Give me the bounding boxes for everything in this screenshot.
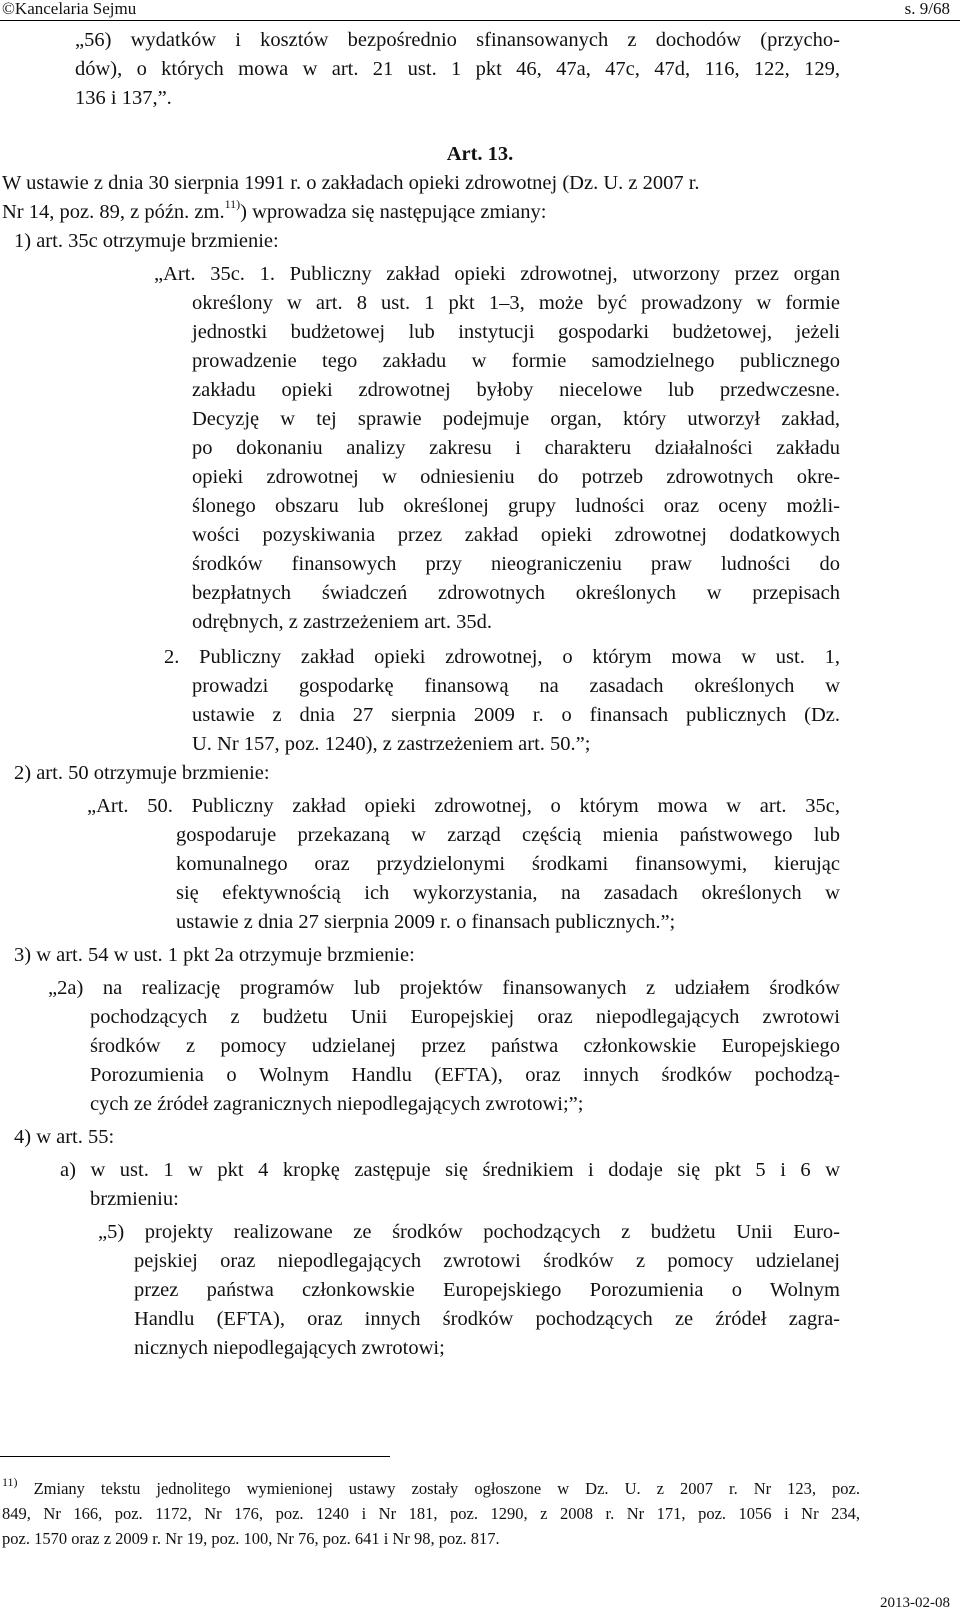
page-header — [0, 0, 960, 18]
pkt2a-line: cych ze źródeł zagranicznych niepodlegających zwrotowi;”; — [90, 1093, 584, 1115]
article-13-title: Art. 13. — [446, 143, 514, 165]
art35c-par2-line: 2. Publiczny zakład opieki zdrowotnej, o którym mowa w ust. 1, — [164, 646, 840, 668]
art35c-line: zakładu opieki zdrowotnej byłoby niecelowe lub przedwczesne. — [192, 379, 840, 401]
footnote-line: poz. 1570 oraz z 2009 r. Nr 19, poz. 100, Nr 76, poz. 641 i Nr 98, poz. 817. — [2, 1529, 500, 1548]
pkt5-line: pejskiej oraz niepodlegających zwrotowi środków z pomocy udzielanej — [134, 1250, 840, 1272]
item56-line: „56) wydatków i kosztów bezpośrednio sfinansowanych z dochodów (przycho- — [75, 29, 840, 51]
art35c-line: ślonego obszaru lub określonej grupy ludności oraz oceny możli- — [192, 495, 840, 517]
art50-line: „Art. 50. Publiczny zakład opieki zdrowotnej, o którym mowa w art. 35c, — [87, 795, 840, 817]
art35c-line: Decyzję w tej sprawie podejmuje organ, który utworzył zakład, — [192, 408, 840, 430]
point-2: 2) art. 50 otrzymuje brzmienie: — [14, 762, 270, 784]
pkt5-line: „5) projekty realizowane ze środków pochodzących z budżetu Unii Euro- — [98, 1221, 840, 1243]
header-divider — [0, 20, 960, 21]
header-copyright: ©Kancelaria Sejmu — [2, 0, 137, 18]
art50-line: ustawie z dnia 27 sierpnia 2009 r. o finansach publicznych.”; — [176, 911, 676, 933]
footnote-number: 11) — [2, 1475, 18, 1489]
point-3: 3) w art. 54 w ust. 1 pkt 2a otrzymuje brzmienie: — [14, 944, 415, 966]
art35c-line: prowadzenie tego zakładu w formie samodzielnego publicznego — [192, 350, 840, 372]
art50-line: się efektywnością ich wykorzystania, na zasadach określonych w — [176, 882, 840, 904]
point-4: 4) w art. 55: — [14, 1126, 115, 1148]
art50-line: komunalnego oraz przydzielonymi środkami finansowymi, kierując — [176, 853, 840, 875]
art35c-line: odrębnych, z zastrzeżeniem art. 35d. — [192, 611, 492, 633]
pkt5-line: nicznych niepodlegających zwrotowi; — [134, 1337, 445, 1359]
art35c-par2-line: U. Nr 157, poz. 1240), z zastrzeżeniem art. 50.”; — [192, 733, 591, 755]
art35c-line: środków finansowych przy nieograniczeniu praw ludności do — [192, 553, 840, 575]
footnote — [2, 1476, 860, 1551]
art35c-line: bezpłatnych świadczeń zdrowotnych określonych w przepisach — [192, 582, 840, 604]
art35c-line: „Art. 35c. 1. Publiczny zakład opieki zdrowotnej, utworzony przez organ — [154, 263, 840, 285]
pkt2a-line: pochodzących z budżetu Unii Europejskiej oraz niepodlegających zwrotowi — [90, 1006, 840, 1028]
art35c-line: po dokonaniu analizy zakresu i charakteru działalności zakładu — [192, 437, 840, 459]
art13-intro-line: Nr 14, poz. 89, z późn. zm.$^{11)}$) wprowadza się następujące zmiany: — [2, 197, 547, 223]
header-page-number: s. 9/68 — [904, 0, 950, 18]
art13-intro-line: W ustawie z dnia 30 sierpnia 1991 r. o zakładach opieki zdrowotnej (Dz. U. z 2007 r. — [2, 172, 700, 194]
pkt2a-line: Porozumienia o Wolnym Handlu (EFTA), oraz innych środków pochodzą- — [90, 1064, 840, 1086]
footnote-line: 849, Nr 166, poz. 1172, Nr 176, poz. 1240 i Nr 181, poz. 1290, z 2008 r. Nr 171, poz. 1056 i Nr 234, — [2, 1504, 860, 1523]
footnote-ref: 11) — [224, 197, 241, 211]
pkt5-line: Handlu (EFTA), oraz innych środków pochodzących ze źródeł zagra- — [134, 1308, 840, 1330]
pkt2a-line: środków z pomocy udzielanej przez państwa członkowskie Europejskiego — [90, 1035, 840, 1057]
art50-line: gospodaruje przekazaną w zarząd częścią mienia państwowego lub — [176, 824, 840, 846]
art35c-par2-line: prowadzi gospodarkę finansową na zasadach określonych w — [192, 675, 840, 697]
sub-a-line: a) w ust. 1 w pkt 4 kropkę zastępuje się średnikiem i dodaje się pkt 5 i 6 w — [60, 1159, 840, 1181]
sub-a-line: brzmieniu: — [90, 1188, 179, 1210]
item56-line: dów), o których mowa w art. 21 ust. 1 pkt 46, 47a, 47c, 47d, 116, 122, 129, — [75, 58, 840, 80]
art35c-line: opieki zdrowotnej w odniesieniu do potrzeb zdrowotnych okre- — [192, 466, 840, 488]
art35c-par2-line: ustawie z dnia 27 sierpnia 2009 r. o finansach publicznych (Dz. — [192, 704, 840, 726]
document-date: 2013-02-08 — [880, 1595, 950, 1611]
pkt2a-line: „2a) na realizację programów lub projektów finansowanych z udziałem środków — [48, 977, 840, 999]
item56-line: 136 i 137,”. — [75, 87, 172, 109]
art35c-line: jednostki budżetowej lub instytucji gospodarki budżetowej, jeżeli — [192, 321, 840, 343]
footnote-line: $^{11)}$ Zmiany tekstu jednolitego wymienionej ustawy zostały ogłoszone w Dz. U. z 2007 r. Nr 123, poz. — [2, 1475, 861, 1498]
art35c-line: wości pozyskiwania przez zakład opieki zdrowotnej dodatkowych — [192, 524, 840, 546]
point-1: 1) art. 35c otrzymuje brzmienie: — [14, 230, 279, 252]
pkt5-line: przez państwa członkowskie Europejskiego Porozumienia o Wolnym — [134, 1279, 840, 1301]
art35c-line: określony w art. 8 ust. 1 pkt 1–3, może być prowadzony w formie — [192, 292, 840, 314]
footnote-divider — [0, 1456, 390, 1457]
